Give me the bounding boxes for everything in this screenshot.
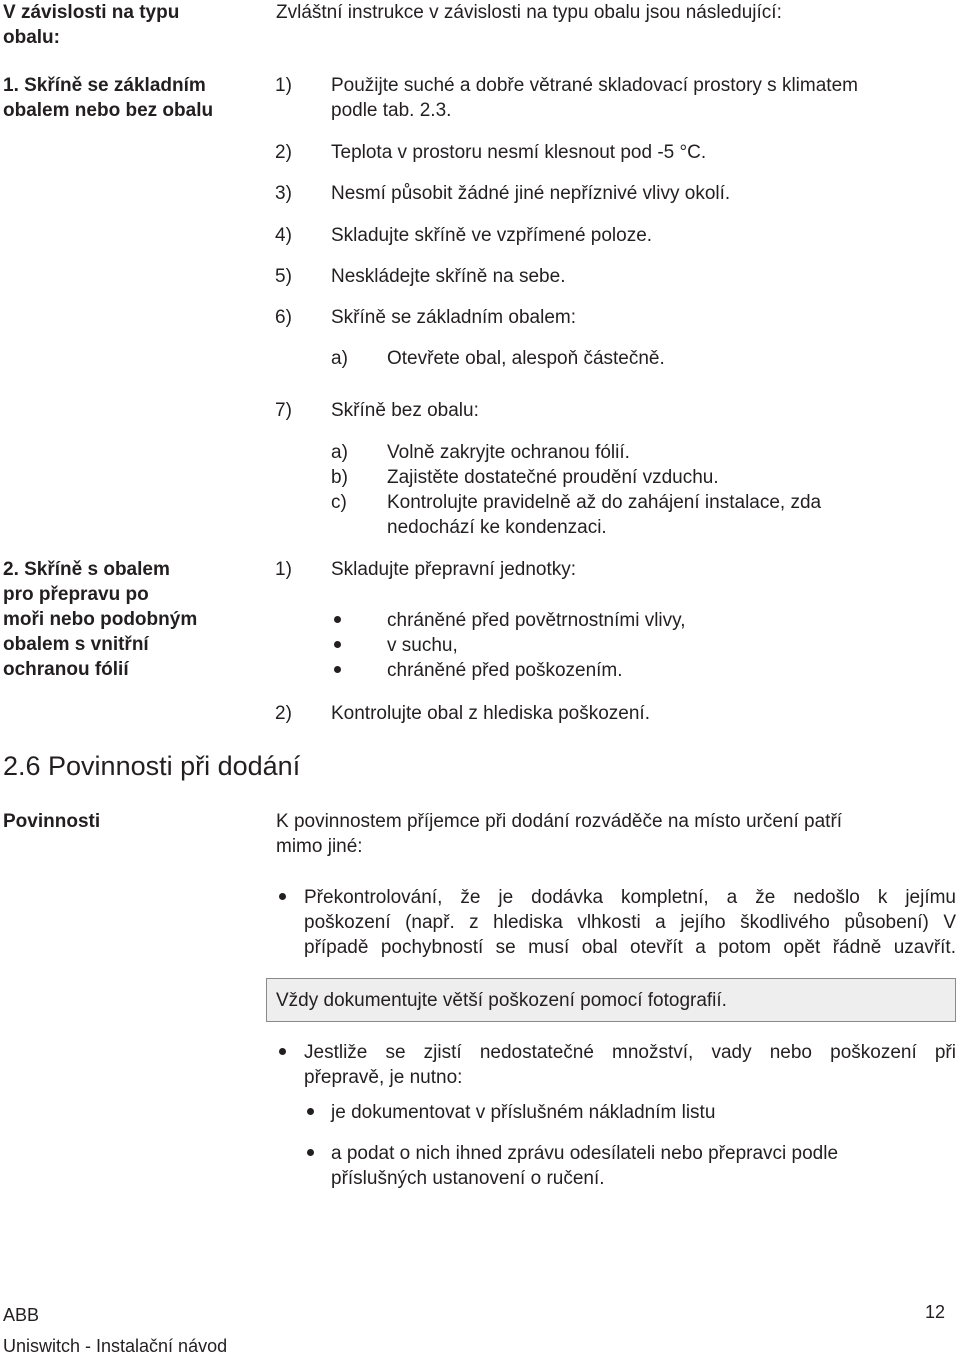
bullet-icon — [307, 1149, 314, 1156]
item-number: 4) — [275, 225, 292, 246]
bullet-text: chráněné před poškozením. — [387, 660, 623, 681]
case2-title: 2. Skříně s obalem pro přepravu po moři nebo podobným obalem s vnitřní ochranou fólií — [3, 559, 198, 680]
sub-item-letter: c) — [331, 492, 347, 513]
side-title-packaging: V závislosti na typu obalu: — [3, 2, 180, 48]
bullet-icon — [334, 641, 341, 648]
item-text: Skladujte přepravní jednotky: — [331, 559, 577, 580]
bullet-icon — [279, 893, 286, 900]
bullet-text: v suchu, — [387, 635, 458, 656]
note-box — [266, 978, 956, 1022]
item-number: 2) — [275, 703, 292, 724]
footer-document-title: Uniswitch - Instalační návod — [3, 1336, 228, 1356]
sub-bullet-document: je dokumentovat v příslušném nákladním listu — [331, 1102, 716, 1123]
packaging-intro: Zvláštní instrukce v závislosti na typu obalu jsou následující: — [276, 2, 782, 23]
item-text: Nesmí působit žádné jiné nepříznivé vlivy okolí. — [331, 183, 731, 204]
bullet-icon — [279, 1048, 286, 1055]
item-text: Skladujte skříně ve vzpřímené poloze. — [331, 225, 653, 246]
item-text: podle tab. 2.3. — [331, 100, 452, 121]
sub-bullet-report: a podat o nich ihned zprávu odesílateli nebo přepravci podle příslušných ustanovení o ručení. — [331, 1143, 839, 1189]
sub-item-text: Otevřete obal, alespoň částečně. — [387, 348, 665, 369]
item-text: Skříně bez obalu: — [331, 400, 479, 421]
sub-item-letter: a) — [331, 442, 348, 463]
obligations-intro: K povinnostem příjemce při dodání rozváděče na místo určení patří mimo jiné: — [276, 811, 843, 857]
case1-title: 1. Skříně se základním obalem nebo bez obalu — [3, 75, 214, 121]
section-heading: 2.6 Povinnosti při dodání — [3, 751, 301, 781]
item-number: 6) — [275, 307, 292, 328]
bullet-check-delivery: Překontrolování, že je dodávka kompletní, a že nedošlo k jejímu poškození (např. z hlediska vlhkosti a jejího škodlivého působení) V případě pochybností se musí obal otevřít a potom opět řádně uzavřít. — [304, 887, 956, 958]
bullet-icon — [307, 1108, 314, 1115]
item-text: Neskládejte skříně na sebe. — [331, 266, 566, 287]
bullet-icon — [334, 616, 341, 623]
sub-item-text: Kontrolujte pravidelně až do zahájení instalace, zda — [387, 492, 822, 513]
sub-item-letter: b) — [331, 467, 348, 488]
side-label-obligations: Povinnosti — [3, 811, 101, 832]
sub-item-text: Zajistěte dostatečné proudění vzduchu. — [387, 467, 719, 488]
bullet-damage-found: Jestliže se zjistí nedostatečné množství, vady nebo poškození při přepravě, je nutno: — [304, 1042, 956, 1088]
item-number: 1) — [275, 75, 292, 96]
item-text: Teplota v prostoru nesmí klesnout pod -5 °C. — [331, 142, 707, 163]
item-number: 7) — [275, 400, 292, 421]
bullet-icon — [334, 666, 341, 673]
item-number: 5) — [275, 266, 292, 287]
item-text: Skříně se základním obalem: — [331, 307, 577, 328]
bullet-text: chráněné před povětrnostními vlivy, — [387, 610, 686, 631]
sub-item-text: nedochází ke kondenzaci. — [387, 517, 607, 538]
item-text: Kontrolujte obal z hlediska poškození. — [331, 703, 650, 724]
note-text: Vždy dokumentujte větší poškození pomocí fotografií. — [276, 990, 727, 1011]
sub-item-letter: a) — [331, 348, 348, 369]
sub-item-text: Volně zakryjte ochranou fólií. — [387, 442, 630, 463]
item-number: 3) — [275, 183, 292, 204]
item-number: 2) — [275, 142, 292, 163]
page-number: 12 — [925, 1302, 946, 1322]
item-number: 1) — [275, 559, 292, 580]
footer-brand: ABB — [3, 1305, 40, 1325]
item-text: Použijte suché a dobře větrané skladovací prostory s klimatem — [331, 75, 858, 96]
